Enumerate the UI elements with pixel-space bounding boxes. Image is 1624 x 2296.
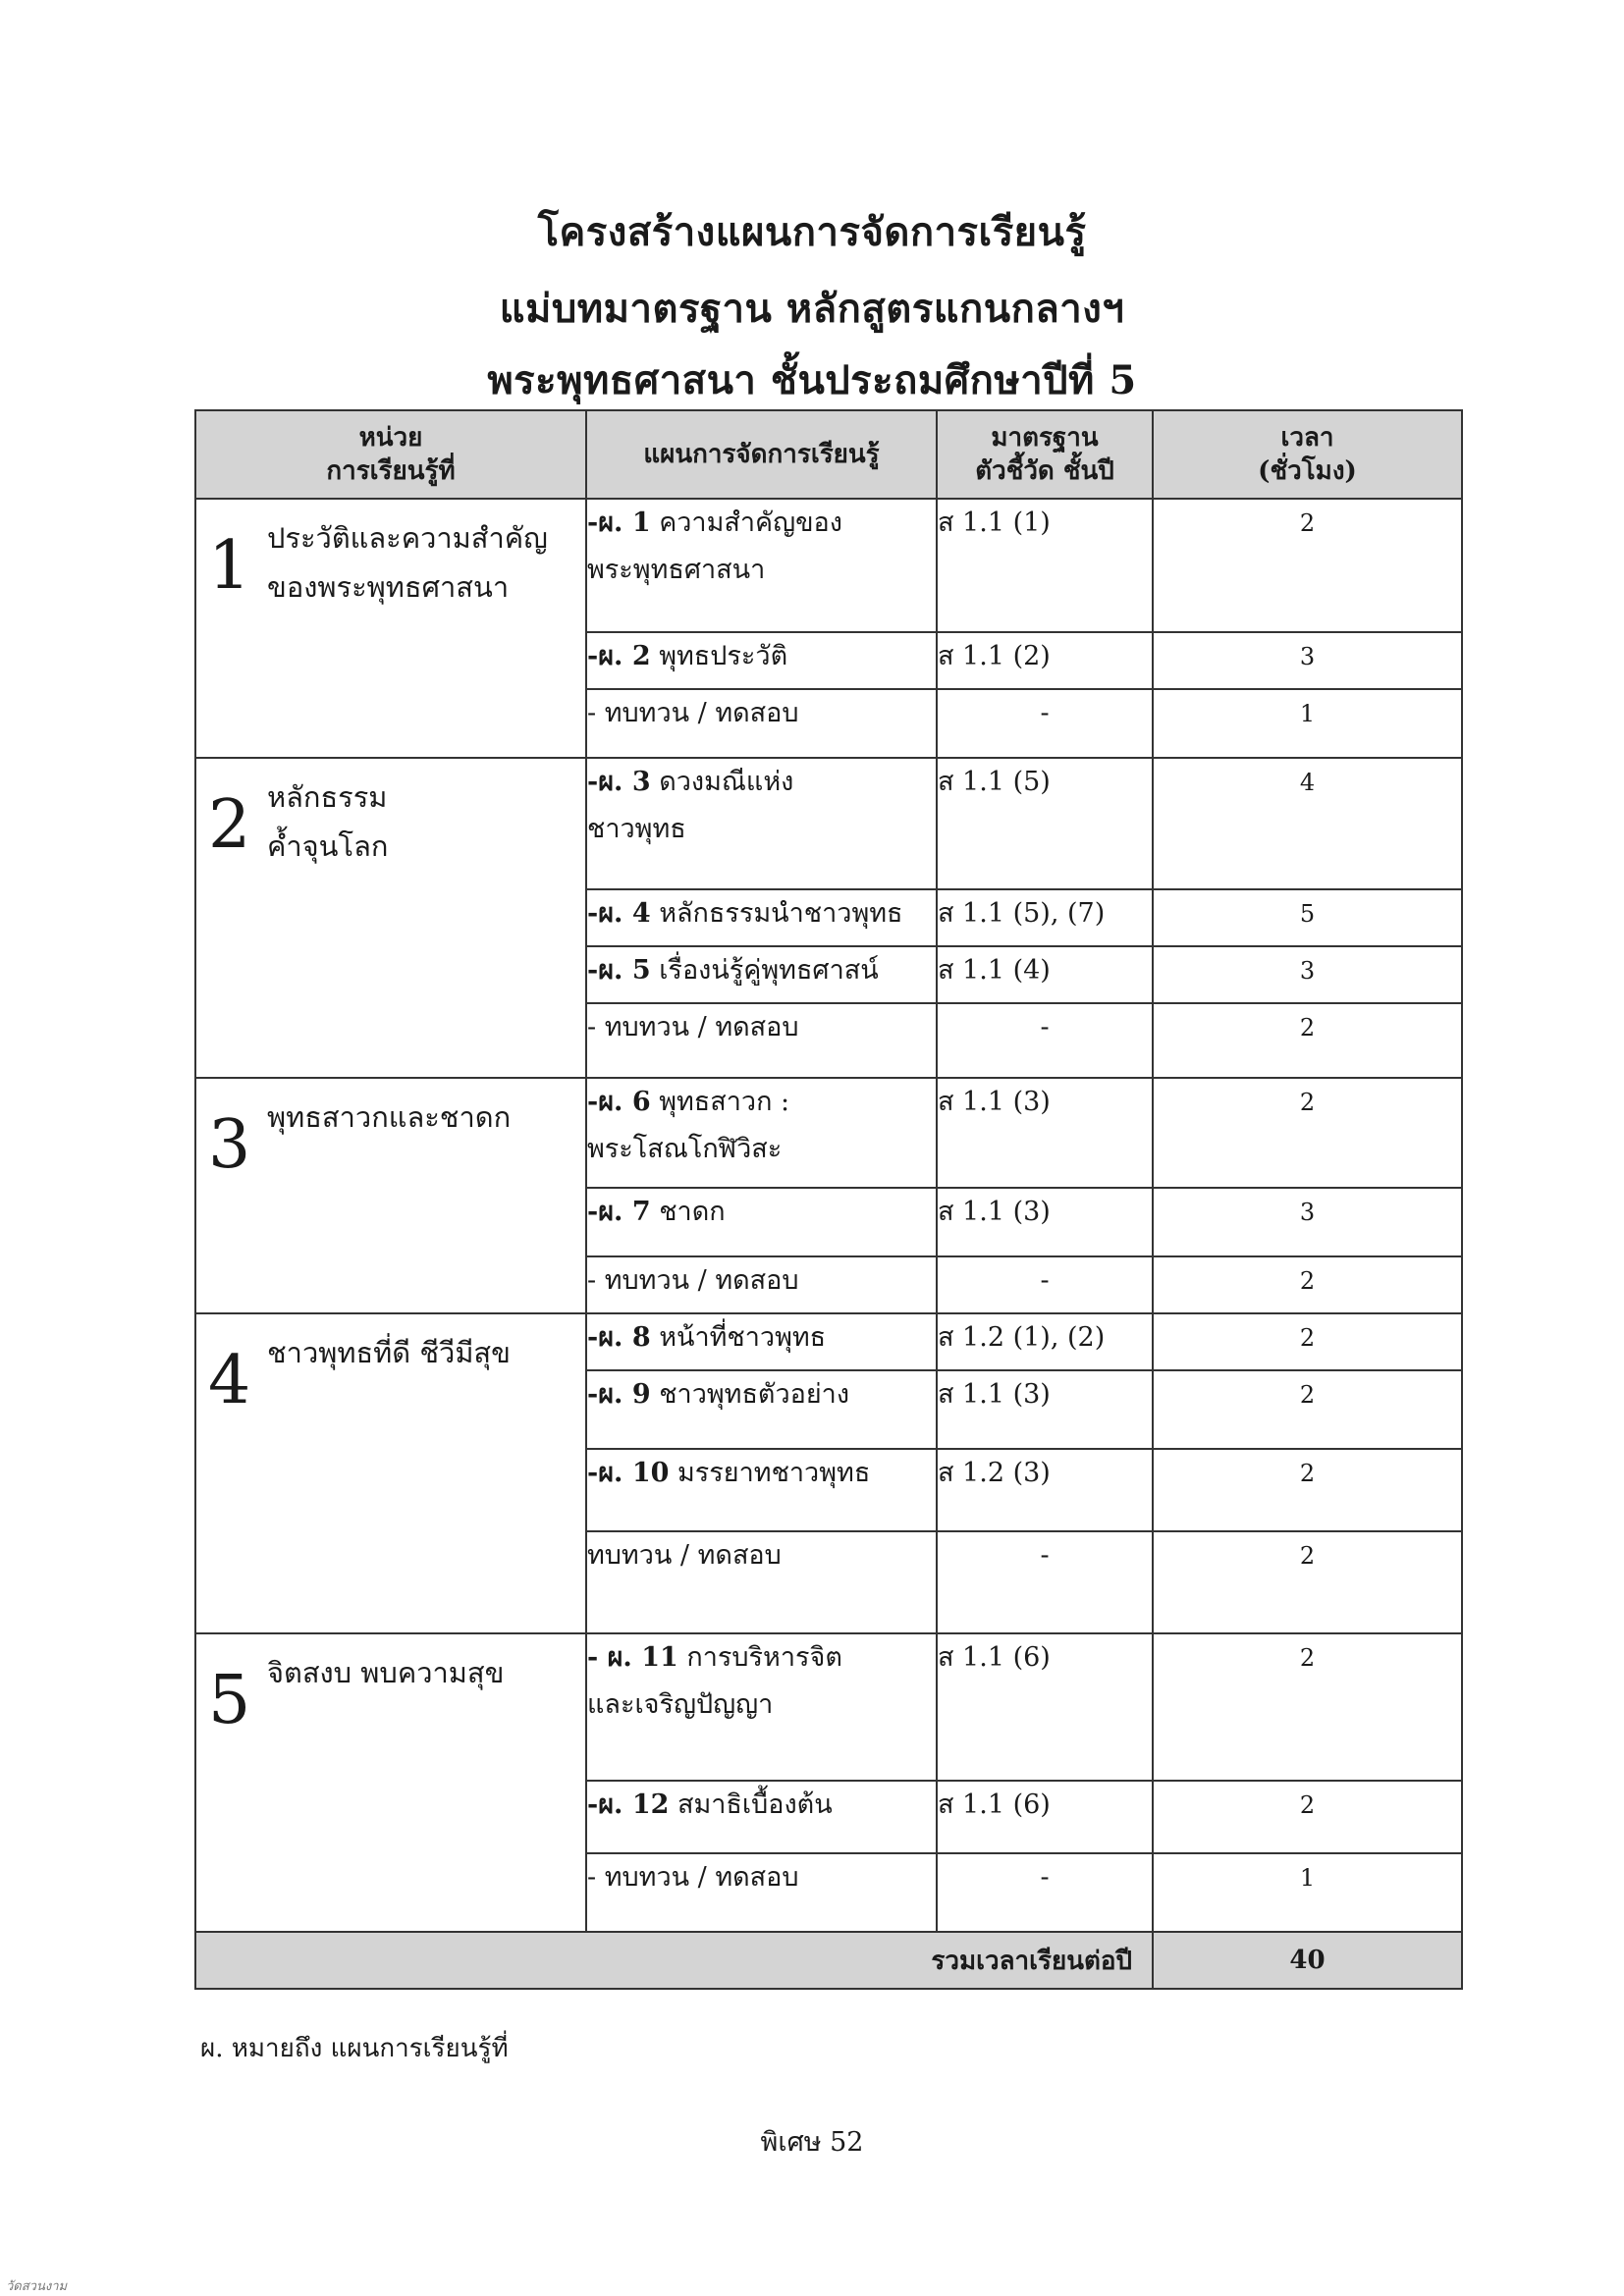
plan-title: หลักธรรมนำชาวพุทธ xyxy=(650,898,903,929)
plan-cell xyxy=(586,1449,937,1531)
hours-cell: 2 xyxy=(1153,1003,1462,1078)
unit-cell xyxy=(195,1313,586,1633)
unit-number: 1 xyxy=(208,527,251,605)
plan-code: -ผ. 5 xyxy=(587,955,651,986)
plan-cell xyxy=(586,499,937,632)
plan-code: -ผ. 10 xyxy=(587,1458,670,1488)
total-label: รวมเวลาเรียนต่อปี xyxy=(195,1932,1153,1989)
table-row xyxy=(195,758,1462,889)
plan-title: ชาดก xyxy=(650,1197,726,1227)
col-header-hours: เวลา (ชั่วโมง) xyxy=(1153,410,1462,499)
plan-cell xyxy=(586,689,937,758)
plan-title: การบริหารจิต และเจริญปัญญา xyxy=(587,1642,842,1720)
watermark-logo-text: วัดสวนงาม xyxy=(6,2279,68,2294)
unit-number: 3 xyxy=(208,1106,251,1184)
plan-cell xyxy=(586,1853,937,1932)
plan-title: - ทบทวน / ทดสอบ xyxy=(587,1012,799,1042)
standard-cell: - xyxy=(937,689,1153,758)
unit-number: 4 xyxy=(208,1342,251,1419)
plan-title: พุทธสาวก : พระโสณโกฬิวิสะ xyxy=(587,1087,790,1164)
hours-cell: 2 xyxy=(1153,1449,1462,1531)
standard-cell: ส 1.1 (2) xyxy=(937,632,1153,689)
plan-code: -ผ. 6 xyxy=(587,1087,651,1117)
unit-number: 5 xyxy=(208,1662,251,1739)
standard-cell: - xyxy=(937,1853,1153,1932)
hours-cell: 3 xyxy=(1153,946,1462,1003)
standard-cell: ส 1.1 (3) xyxy=(937,1188,1153,1256)
unit-cell xyxy=(195,1078,586,1313)
plan-title: ทบทวน / ทดสอบ xyxy=(587,1540,782,1571)
total-row xyxy=(195,1932,1462,1989)
standard-cell: ส 1.1 (6) xyxy=(937,1781,1153,1853)
plan-code: -ผ. 2 xyxy=(587,641,651,671)
plan-cell xyxy=(586,946,937,1003)
plan-code: -ผ. 9 xyxy=(587,1379,651,1410)
doc-title-line3: พระพุทธศาสนา ชั้นประถมศึกษาปีที่ 5 xyxy=(487,357,1137,403)
plan-cell xyxy=(586,1313,937,1370)
footnote: ผ. หมายถึง แผนการเรียนรู้ที่ xyxy=(200,2034,509,2063)
unit-name: หลักธรรม ค้ำจุนโลก xyxy=(267,780,389,863)
plan-cell xyxy=(586,758,937,889)
plan-code: - ผ. 11 xyxy=(587,1642,678,1673)
table-row xyxy=(195,499,1462,632)
table-row xyxy=(195,1313,1462,1370)
unit-name: ชาวพุทธที่ดี ชีวีมีสุข xyxy=(267,1336,511,1369)
plan-cell xyxy=(586,1531,937,1633)
plan-title: หน้าที่ชาวพุทธ xyxy=(650,1322,827,1353)
col-header-unit: หน่วย การเรียนรู้ที่ xyxy=(195,410,586,499)
unit-cell xyxy=(195,758,586,1078)
plan-title: - ทบทวน / ทดสอบ xyxy=(587,698,799,728)
plan-title: สมาธิเบื้องต้น xyxy=(669,1789,833,1820)
unit-name: พุทธสาวกและชาดก xyxy=(267,1100,512,1134)
plan-cell xyxy=(586,1256,937,1313)
unit-cell xyxy=(195,1633,586,1932)
plan-cell xyxy=(586,1188,937,1256)
hours-cell: 2 xyxy=(1153,1078,1462,1188)
table-header-row xyxy=(195,410,1462,499)
plan-structure-table xyxy=(194,409,1463,1990)
plan-title: ชาวพุทธตัวอย่าง xyxy=(650,1379,850,1410)
plan-title: มรรยาทชาวพุทธ xyxy=(669,1458,871,1488)
hours-cell: 2 xyxy=(1153,1370,1462,1449)
plan-cell xyxy=(586,1003,937,1078)
total-value: 40 xyxy=(1153,1932,1462,1989)
table-row xyxy=(195,1633,1462,1781)
standard-cell: ส 1.1 (3) xyxy=(937,1078,1153,1188)
table-body xyxy=(195,499,1462,1932)
plan-cell xyxy=(586,1370,937,1449)
standard-cell: ส 1.1 (3) xyxy=(937,1370,1153,1449)
standard-cell: ส 1.2 (1), (2) xyxy=(937,1313,1153,1370)
unit-number: 2 xyxy=(208,786,251,864)
plan-cell xyxy=(586,632,937,689)
plan-title: - ทบทวน / ทดสอบ xyxy=(587,1265,799,1296)
hours-cell: 4 xyxy=(1153,758,1462,889)
standard-cell: ส 1.1 (5) xyxy=(937,758,1153,889)
plan-cell xyxy=(586,1078,937,1188)
unit-name: ประวัติและความสำคัญ ของพระพุทธศาสนา xyxy=(267,521,548,604)
doc-title-line1: โครงสร้างแผนการจัดการเรียนรู้ xyxy=(537,209,1087,255)
plan-title: เรื่องน่รู้คู่พุทธศาสน์ xyxy=(650,955,879,986)
standard-cell: - xyxy=(937,1531,1153,1633)
plan-code: -ผ. 1 xyxy=(587,507,651,538)
hours-cell: 2 xyxy=(1153,1633,1462,1781)
standard-cell: - xyxy=(937,1256,1153,1313)
hours-cell: 2 xyxy=(1153,1531,1462,1633)
plan-code: -ผ. 8 xyxy=(587,1322,651,1353)
plan-code: -ผ. 7 xyxy=(587,1197,651,1227)
plan-code: -ผ. 3 xyxy=(587,767,651,797)
standard-cell: ส 1.1 (4) xyxy=(937,946,1153,1003)
standard-cell: - xyxy=(937,1003,1153,1078)
hours-cell: 1 xyxy=(1153,689,1462,758)
col-header-plan: แผนการจัดการเรียนรู้ xyxy=(586,410,937,499)
standard-cell: ส 1.1 (1) xyxy=(937,499,1153,632)
standard-cell: ส 1.1 (6) xyxy=(937,1633,1153,1781)
doc-title-line2: แม่บทมาตรฐาน หลักสูตรแกนกลางฯ xyxy=(499,286,1125,332)
standard-cell: ส 1.2 (3) xyxy=(937,1449,1153,1531)
unit-name: จิตสงบ พบความสุข xyxy=(267,1656,505,1689)
plan-code: -ผ. 12 xyxy=(587,1789,670,1820)
hours-cell: 2 xyxy=(1153,499,1462,632)
plan-title: ดวงมณีแห่ง ชาวพุทธ xyxy=(587,767,794,844)
unit-cell xyxy=(195,499,586,758)
plan-cell xyxy=(586,1781,937,1853)
plan-title: ความสำคัญของ พระพุทธศาสนา xyxy=(587,507,842,585)
hours-cell: 3 xyxy=(1153,632,1462,689)
standard-cell: ส 1.1 (5), (7) xyxy=(937,889,1153,946)
hours-cell: 2 xyxy=(1153,1313,1462,1370)
table-row xyxy=(195,1078,1462,1188)
plan-cell xyxy=(586,889,937,946)
hours-cell: 2 xyxy=(1153,1781,1462,1853)
plan-title: - ทบทวน / ทดสอบ xyxy=(587,1862,799,1893)
page-number: พิเศษ 52 xyxy=(760,2127,864,2158)
plan-title: พุทธประวัติ xyxy=(650,641,788,671)
hours-cell: 2 xyxy=(1153,1256,1462,1313)
hours-cell: 5 xyxy=(1153,889,1462,946)
plan-cell xyxy=(586,1633,937,1781)
hours-cell: 3 xyxy=(1153,1188,1462,1256)
col-header-standard: มาตรฐาน ตัวชี้วัด ชั้นปี xyxy=(937,410,1153,499)
plan-code: -ผ. 4 xyxy=(587,898,651,929)
hours-cell: 1 xyxy=(1153,1853,1462,1932)
